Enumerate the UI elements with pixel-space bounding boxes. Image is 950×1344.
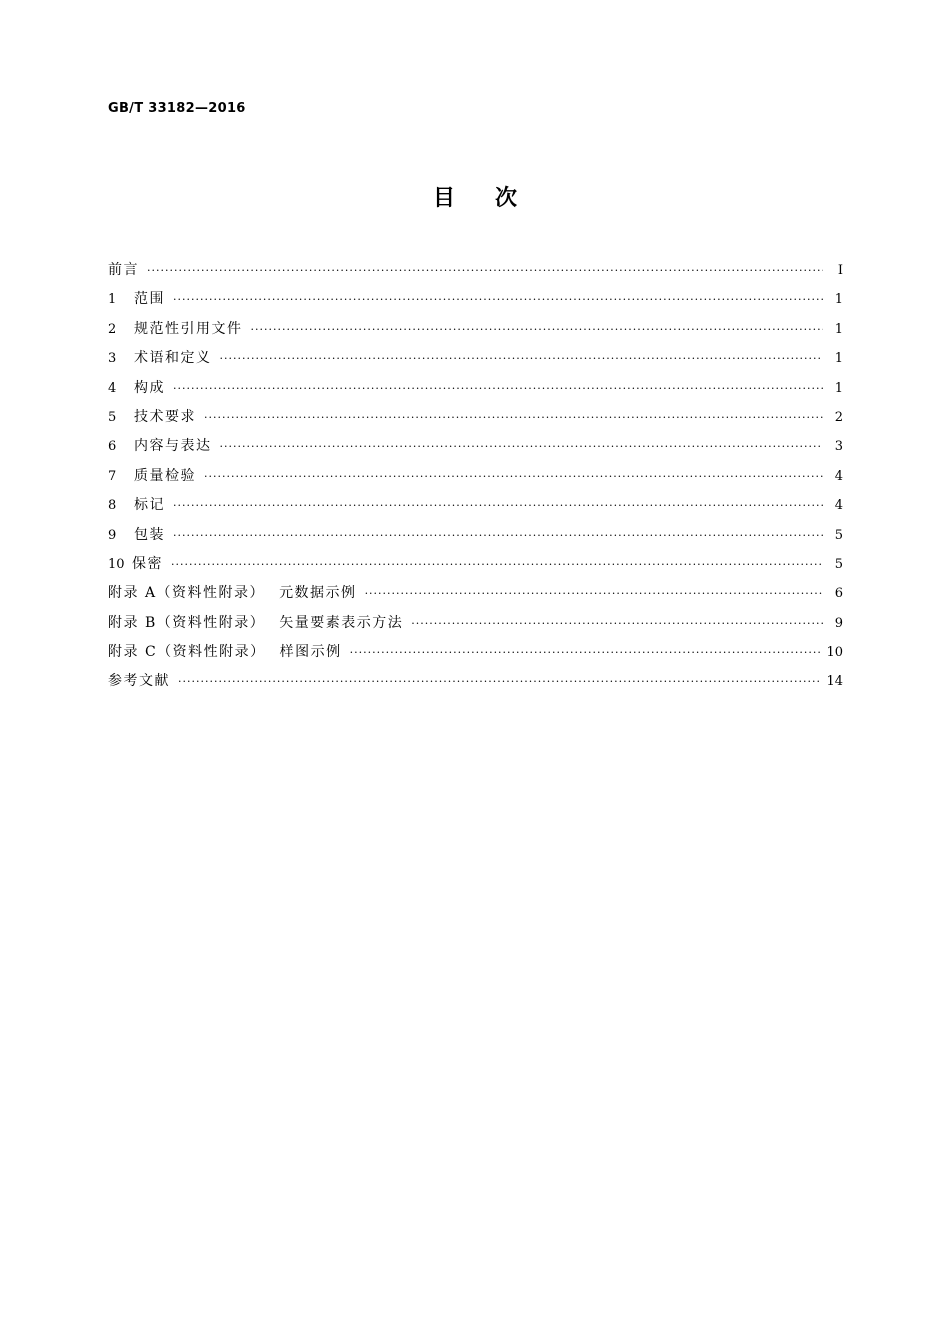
toc-entry-label: 规范性引用文件: [134, 320, 243, 337]
toc-entry-label: [108, 583, 357, 603]
standard-code: GB/T 33182—2016: [108, 101, 246, 116]
toc-entry-page: 4: [834, 468, 843, 484]
toc-entry-page: 5: [834, 556, 843, 572]
toc-leader-dots: [173, 379, 823, 399]
toc-entry-page: 6: [834, 586, 843, 602]
toc-entry-page: 10: [826, 645, 843, 661]
toc-entry-label: 内容与表达: [134, 438, 212, 455]
toc-entry-label: 标记: [134, 497, 165, 514]
toc-annex-label: 附录 C（资料性附录）: [108, 644, 266, 661]
toc-entry-6[interactable]: [108, 436, 843, 465]
toc-annex-subtitle: 元数据示例: [279, 585, 357, 602]
toc-entry-page: 9: [834, 615, 843, 631]
toc-entry-annex-a[interactable]: [108, 583, 843, 612]
toc-entry-bibliography[interactable]: [108, 671, 843, 700]
toc-entry-page: 2: [834, 409, 843, 425]
toc-entry-number: 7: [108, 468, 117, 484]
toc-annex-label: 附录 B（资料性附录）: [108, 614, 266, 631]
toc-entry-page: 1: [834, 321, 843, 337]
toc-entry-number: 10: [108, 556, 125, 572]
toc-entry-annex-c[interactable]: [108, 642, 843, 671]
toc-list: [108, 260, 843, 701]
toc-leader-dots: [411, 614, 823, 634]
toc-entry-number: 3: [108, 351, 117, 367]
toc-entry-page: 3: [834, 439, 843, 455]
toc-leader-dots: [365, 584, 823, 604]
toc-leader-dots: [204, 467, 823, 487]
toc-leader-dots: [147, 261, 823, 281]
toc-leader-dots: [173, 526, 823, 546]
toc-entry-number: 2: [108, 321, 117, 337]
toc-entry-label: 范围: [134, 291, 165, 308]
toc-entry-label: 参考文献: [108, 673, 170, 690]
toc-leader-dots: [204, 408, 823, 428]
toc-entry-label: 质量检验: [134, 467, 196, 484]
toc-entry-label: [108, 642, 342, 662]
toc-entry-4[interactable]: [108, 378, 843, 407]
toc-entry-number: 5: [108, 409, 117, 425]
toc-entry-number: 8: [108, 498, 117, 514]
toc-entry-number: 4: [108, 380, 117, 396]
toc-entry-5[interactable]: [108, 407, 843, 436]
toc-entry-label: 构成: [134, 379, 165, 396]
toc-entry-9[interactable]: [108, 525, 843, 554]
toc-leader-dots: [220, 437, 824, 457]
toc-entry-3[interactable]: [108, 348, 843, 377]
toc-title: 目次: [432, 186, 557, 211]
toc-annex-subtitle: 样图示例: [279, 644, 342, 661]
toc-entry-page: 4: [834, 498, 843, 514]
toc-entry-label: [108, 613, 403, 633]
toc-annex-label: 附录 A（资料性附录）: [108, 585, 266, 602]
toc-entry-10[interactable]: [108, 554, 843, 583]
toc-entry-number: 6: [108, 439, 117, 455]
toc-leader-dots: [173, 290, 823, 310]
toc-entry-page: 1: [834, 351, 843, 367]
toc-leader-dots: [173, 496, 823, 516]
toc-entry-label: 前言: [108, 262, 139, 278]
toc-entry-page: 1: [834, 380, 843, 396]
toc-entry-8[interactable]: [108, 495, 843, 524]
toc-entry-2[interactable]: [108, 319, 843, 348]
toc-entry-number: 9: [108, 527, 117, 543]
toc-entry-page: 14: [826, 674, 843, 690]
toc-entry-page: Ⅰ: [837, 263, 843, 278]
toc-entry-foreword[interactable]: [108, 260, 843, 289]
toc-leader-dots: [251, 320, 824, 340]
toc-entry-label: 术语和定义: [134, 350, 212, 367]
toc-leader-dots: [350, 643, 821, 663]
toc-entry-label: 包装: [134, 526, 165, 543]
toc-entry-label: 技术要求: [134, 408, 196, 425]
toc-entry-1[interactable]: [108, 289, 843, 318]
toc-annex-subtitle: 矢量要素表示方法: [279, 614, 404, 631]
toc-entry-page: 1: [834, 292, 843, 308]
toc-entry-7[interactable]: [108, 466, 843, 495]
toc-entry-label: 保密: [132, 555, 163, 572]
toc-leader-dots: [220, 349, 824, 369]
toc-entry-page: 5: [834, 527, 843, 543]
toc-entry-annex-b[interactable]: [108, 613, 843, 642]
toc-leader-dots: [178, 672, 820, 692]
toc-entry-number: 1: [108, 292, 117, 308]
toc-leader-dots: [171, 555, 823, 575]
